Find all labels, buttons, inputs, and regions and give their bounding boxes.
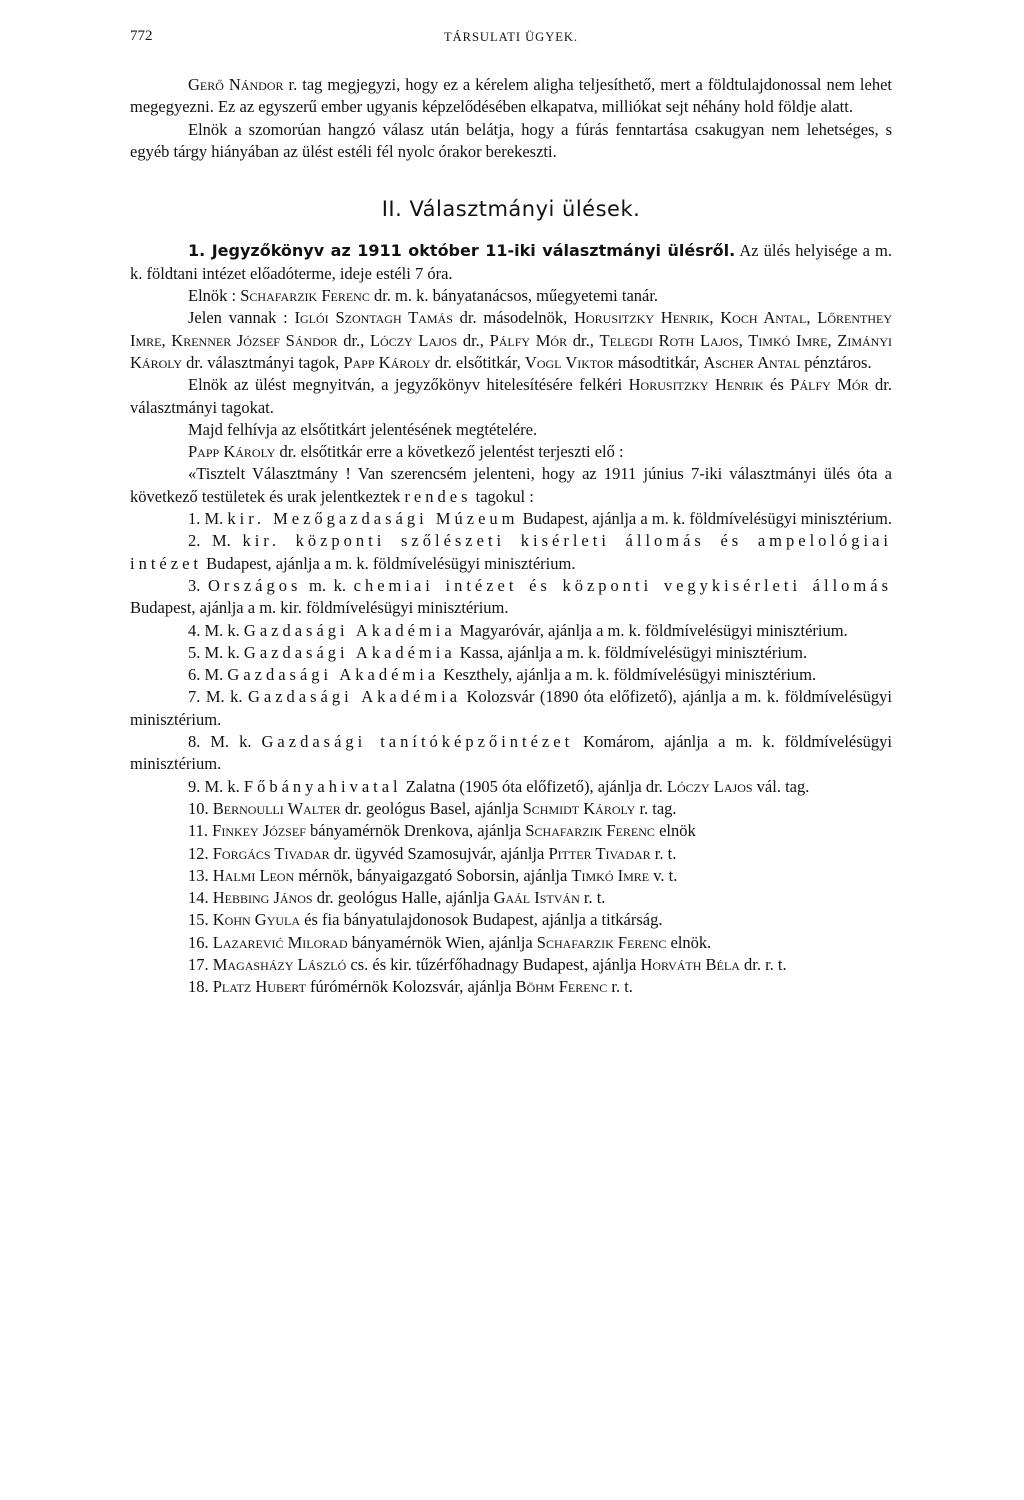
entry-number: 16. (188, 932, 213, 952)
paragraph-text: Elnök a szomorúan hangzó válasz után belátja, hogy a fúrás fenntartása csakugyan nem lehetséges, s egyéb tárgy hiányában az ülést estéli fél nyolc órakor berekeszti. (130, 119, 892, 161)
person-name: Vogl Viktor (524, 352, 614, 372)
entry-text: Keszthely, ajánlja a m. k. földmívelésügyi minisztérium. (439, 665, 817, 685)
entry-text: Magyaróvár, ajánlja a m. k. földmívelésügyi minisztérium. (455, 620, 848, 640)
member-entry (130, 954, 892, 976)
paragraph-text: dr. elsőtitkár erre a következő jelentést terjeszti elő : (275, 442, 624, 462)
spaced-name: Gazdasági Akadémia (247, 687, 462, 707)
entry-text: vál. tag. (752, 776, 810, 796)
entry-text: Budapest, ajánlja a m. kir. földmívelésügyi minisztérium. (130, 598, 509, 618)
entry-text: dr. geológus Halle, ajánlja (312, 888, 494, 908)
entry-number: 7. M. k. (188, 687, 248, 707)
person-name: Pálfy Mór (790, 375, 869, 395)
person-name: Magasházy László (212, 954, 347, 974)
recommender-name: Pitter Tivadar (548, 843, 651, 863)
person-name: Pálfy Mór (489, 330, 568, 350)
recommender-name: Timkó Imre (571, 865, 650, 885)
spaced-name: Gazdasági tanítóképzőintézet (261, 732, 574, 752)
person-name: Halmi Leon (212, 865, 295, 885)
recommender-name: Böhm Ferenc (515, 977, 608, 997)
present-list (130, 307, 892, 374)
paragraph-text: és (763, 375, 791, 395)
member-entry (130, 530, 892, 575)
entry-text: dr. ügyvéd Szamosujvár, ajánlja (329, 843, 549, 863)
recommender-name: Lóczy Lajos (666, 776, 753, 796)
paragraph-text: másodtitkár, (613, 352, 704, 372)
person-name: Papp Károly (188, 442, 276, 462)
entry-text: r. t. (579, 888, 606, 908)
spaced-name: kir. központi szőlészeti kisérleti állomás és ampelológiai intézet (130, 531, 893, 573)
spaced-name: Gazdasági Akadémia (243, 620, 456, 640)
paragraph-text: Elnök az ülést megnyitván, a jegyzőkönyv hitelesítésére felkéri (188, 375, 629, 395)
entry-text: Kolozsvár (1890 óta előfizető), ajánlja a m. k. földmívelésügyi minisztérium. (130, 687, 893, 729)
paragraph-text: dr., (337, 330, 370, 350)
paragraph-text: dr. választmányi tagok, (182, 352, 344, 372)
recommender-name: Gaál István (493, 888, 580, 908)
entry-text: bányamérnök Wien, ajánlja (347, 932, 537, 952)
page-number: 772 (130, 28, 153, 44)
entry-number: 8. M. k. (188, 732, 262, 752)
report-greeting (130, 463, 892, 508)
page-header (130, 28, 892, 54)
minutes-heading: 1. Jegyzőkönyv az 1911 október 11-iki választmányi ülésről. (188, 241, 736, 261)
person-name: Papp Károly (343, 352, 431, 372)
section-title: II. Választmányi ülések. (381, 197, 641, 222)
member-entry (130, 664, 892, 686)
person-name: Bernoulli Walter (212, 798, 341, 818)
recommender-name: Schafarzik Ferenc (525, 821, 655, 841)
member-entry (130, 642, 892, 664)
running-title: TÁRSULATI ÜGYEK. (443, 30, 579, 44)
person-name: Horusitzky Henrik, Koch Antal, Lőrenthey Imre, Krenner József Sándor (130, 308, 892, 350)
opening-paragraph (130, 374, 892, 419)
entry-text: r. tag. (635, 798, 677, 818)
paragraph-text: tagokul : (471, 486, 534, 506)
entry-number: 18. (188, 977, 213, 997)
entry-text: cs. és kir. tűzérfőhadnagy Budapest, ajánlja (346, 954, 641, 974)
person-name: Hebbing János (212, 888, 313, 908)
report-intro (130, 441, 892, 463)
spaced-text: rendes (404, 486, 472, 506)
recommender-name: Horváth Béla (640, 954, 740, 974)
paragraph-text: dr., (567, 330, 600, 350)
spaced-name: Főbányahivatal (243, 776, 402, 796)
member-entry (130, 887, 892, 909)
member-list (130, 508, 892, 999)
chair-label: Elnök : (188, 286, 241, 306)
member-entry (130, 865, 892, 887)
entry-number: 5. M. k. (188, 642, 244, 662)
spaced-name: Gazdasági Akadémia (227, 665, 440, 685)
person-name: Finkey József (212, 821, 306, 841)
entry-number: 9. M. k. (188, 776, 244, 796)
page-body (130, 74, 892, 999)
recommender-name: Schafarzik Ferenc (536, 932, 667, 952)
member-entry (130, 508, 892, 530)
person-name: Lóczy Lajos (369, 330, 458, 350)
minutes-heading-paragraph (130, 240, 892, 285)
paragraph-text: dr., (457, 330, 490, 350)
member-entry (130, 932, 892, 954)
entry-number: 17. (188, 954, 213, 974)
paragraph-text: pénztáros. (800, 352, 872, 372)
paragraph-text: r. tag megjegyzi, hogy ez a kérelem aligha teljesíthető, mert a földtulajdonossal nem lehet megegyezni. Ez az egyszerű ember ugyanis képzelődésében elkapatva, milliókat sejt néhány hold földje alatt. (130, 75, 892, 117)
entry-text: Komárom, ajánlja a m. k. földmívelésügyi minisztérium. (130, 732, 892, 774)
entry-text: és fia bányatulajdonosok Budapest, ajánlja a titkárság. (300, 910, 663, 930)
entry-number: 6. M. (188, 665, 228, 685)
paragraph: Majd felhívja az elsőtitkárt jelentésének megtételére. (188, 419, 538, 439)
entry-number: 4. M. k. (188, 620, 244, 640)
entry-number: 1. M. (188, 509, 228, 529)
entry-text: mérnök, bányaigazgató Soborsin, ajánlja (294, 865, 572, 885)
person-name: Platz Hubert (212, 977, 306, 997)
entry-text: dr. geológus Basel, ajánlja (340, 798, 523, 818)
person-name: Horusitzky Henrik (628, 375, 764, 395)
entry-text: dr. r. t. (739, 954, 787, 974)
paragraph-text: dr. másodelnök, (452, 308, 575, 328)
paragraph-text: dr. m. k. bányatanácsos, műegyetemi tanár. (369, 286, 659, 306)
member-entry (130, 820, 892, 842)
person-name: Forgács Tivadar (212, 843, 330, 863)
document-page (130, 28, 892, 999)
entry-text: r. t. (650, 843, 677, 863)
member-entry (130, 798, 892, 820)
person-name: Gerő Nándor (188, 75, 284, 94)
chair-line (130, 285, 892, 307)
person-name: Ascher Antal (703, 352, 801, 372)
entry-number: 15. (188, 910, 213, 930)
entry-number: 11. (188, 821, 213, 841)
paragraph-text: «Tisztelt Választmány ! Van szerencsém jelenteni, hogy az 1911 június 7-iki választmányi ülés óta a következő testületek és urak jelentkeztek (130, 464, 892, 506)
entry-number: 3. (188, 575, 209, 595)
member-entry (130, 575, 892, 620)
member-entry (130, 909, 892, 931)
minutes-place: Az ülés helyisége a m. k. földtani intézet előadóterme, ideje estéli 7 óra. (130, 241, 892, 283)
person-name: Schafarzik Ferenc (240, 286, 370, 306)
entry-number: 10. (188, 798, 213, 818)
member-entry (130, 620, 892, 642)
entry-text: bányamérnök Drenkova, ajánlja (305, 821, 526, 841)
person-name: Kohn Gyula (212, 910, 301, 930)
entry-text: Zalatna (1905 óta előfizető), ajánlja dr. (401, 776, 667, 796)
member-entry (130, 776, 892, 798)
member-entry (130, 731, 892, 776)
paragraph (130, 74, 892, 119)
spaced-name: Országos (208, 575, 302, 595)
spaced-name: kir. Mezőgazdasági Múzeum (227, 509, 519, 529)
person-name: Lazarević Milorad (212, 932, 348, 952)
entry-text: Budapest, ajánlja a m. k. földmívelésügyi minisztérium. (201, 553, 576, 573)
person-name: Telegdi Roth Lajos, Timkó Imre, Zimányi Károly (130, 330, 893, 372)
entry-number: 12. (188, 843, 213, 863)
entry-text: r. t. (607, 977, 633, 997)
paragraph-text: dr. választmányi tagokat. (130, 375, 892, 417)
entry-number: 14. (188, 888, 213, 908)
member-entry (130, 843, 892, 865)
present-label: Jelen vannak : (188, 308, 295, 328)
entry-text: Budapest, ajánlja a m. k. földmívelésügyi minisztérium. (518, 509, 892, 529)
spaced-name: chemiai intézet és központi vegykisérleti állomás (353, 575, 893, 595)
entry-number: 2. M. (188, 531, 243, 551)
entry-text: m. k. (301, 575, 354, 595)
entry-text: v. t. (649, 865, 678, 885)
paragraph (130, 119, 892, 164)
person-name: Iglói Szontagh Tamás (294, 308, 453, 328)
member-entry (130, 976, 892, 998)
spaced-name: Gazdasági Akadémia (243, 642, 456, 662)
recommender-name: Schmidt Károly (522, 798, 636, 818)
entry-text: elnök (654, 821, 696, 841)
member-entry (130, 686, 892, 731)
paragraph-text: dr. elsőtitkár, (430, 352, 525, 372)
entry-text: elnök. (666, 932, 712, 952)
entry-text: Kassa, ajánlja a m. k. földmívelésügyi minisztérium. (455, 642, 808, 662)
entry-number: 13. (188, 865, 213, 885)
entry-text: fúrómérnök Kolozsvár, ajánlja (305, 977, 516, 997)
